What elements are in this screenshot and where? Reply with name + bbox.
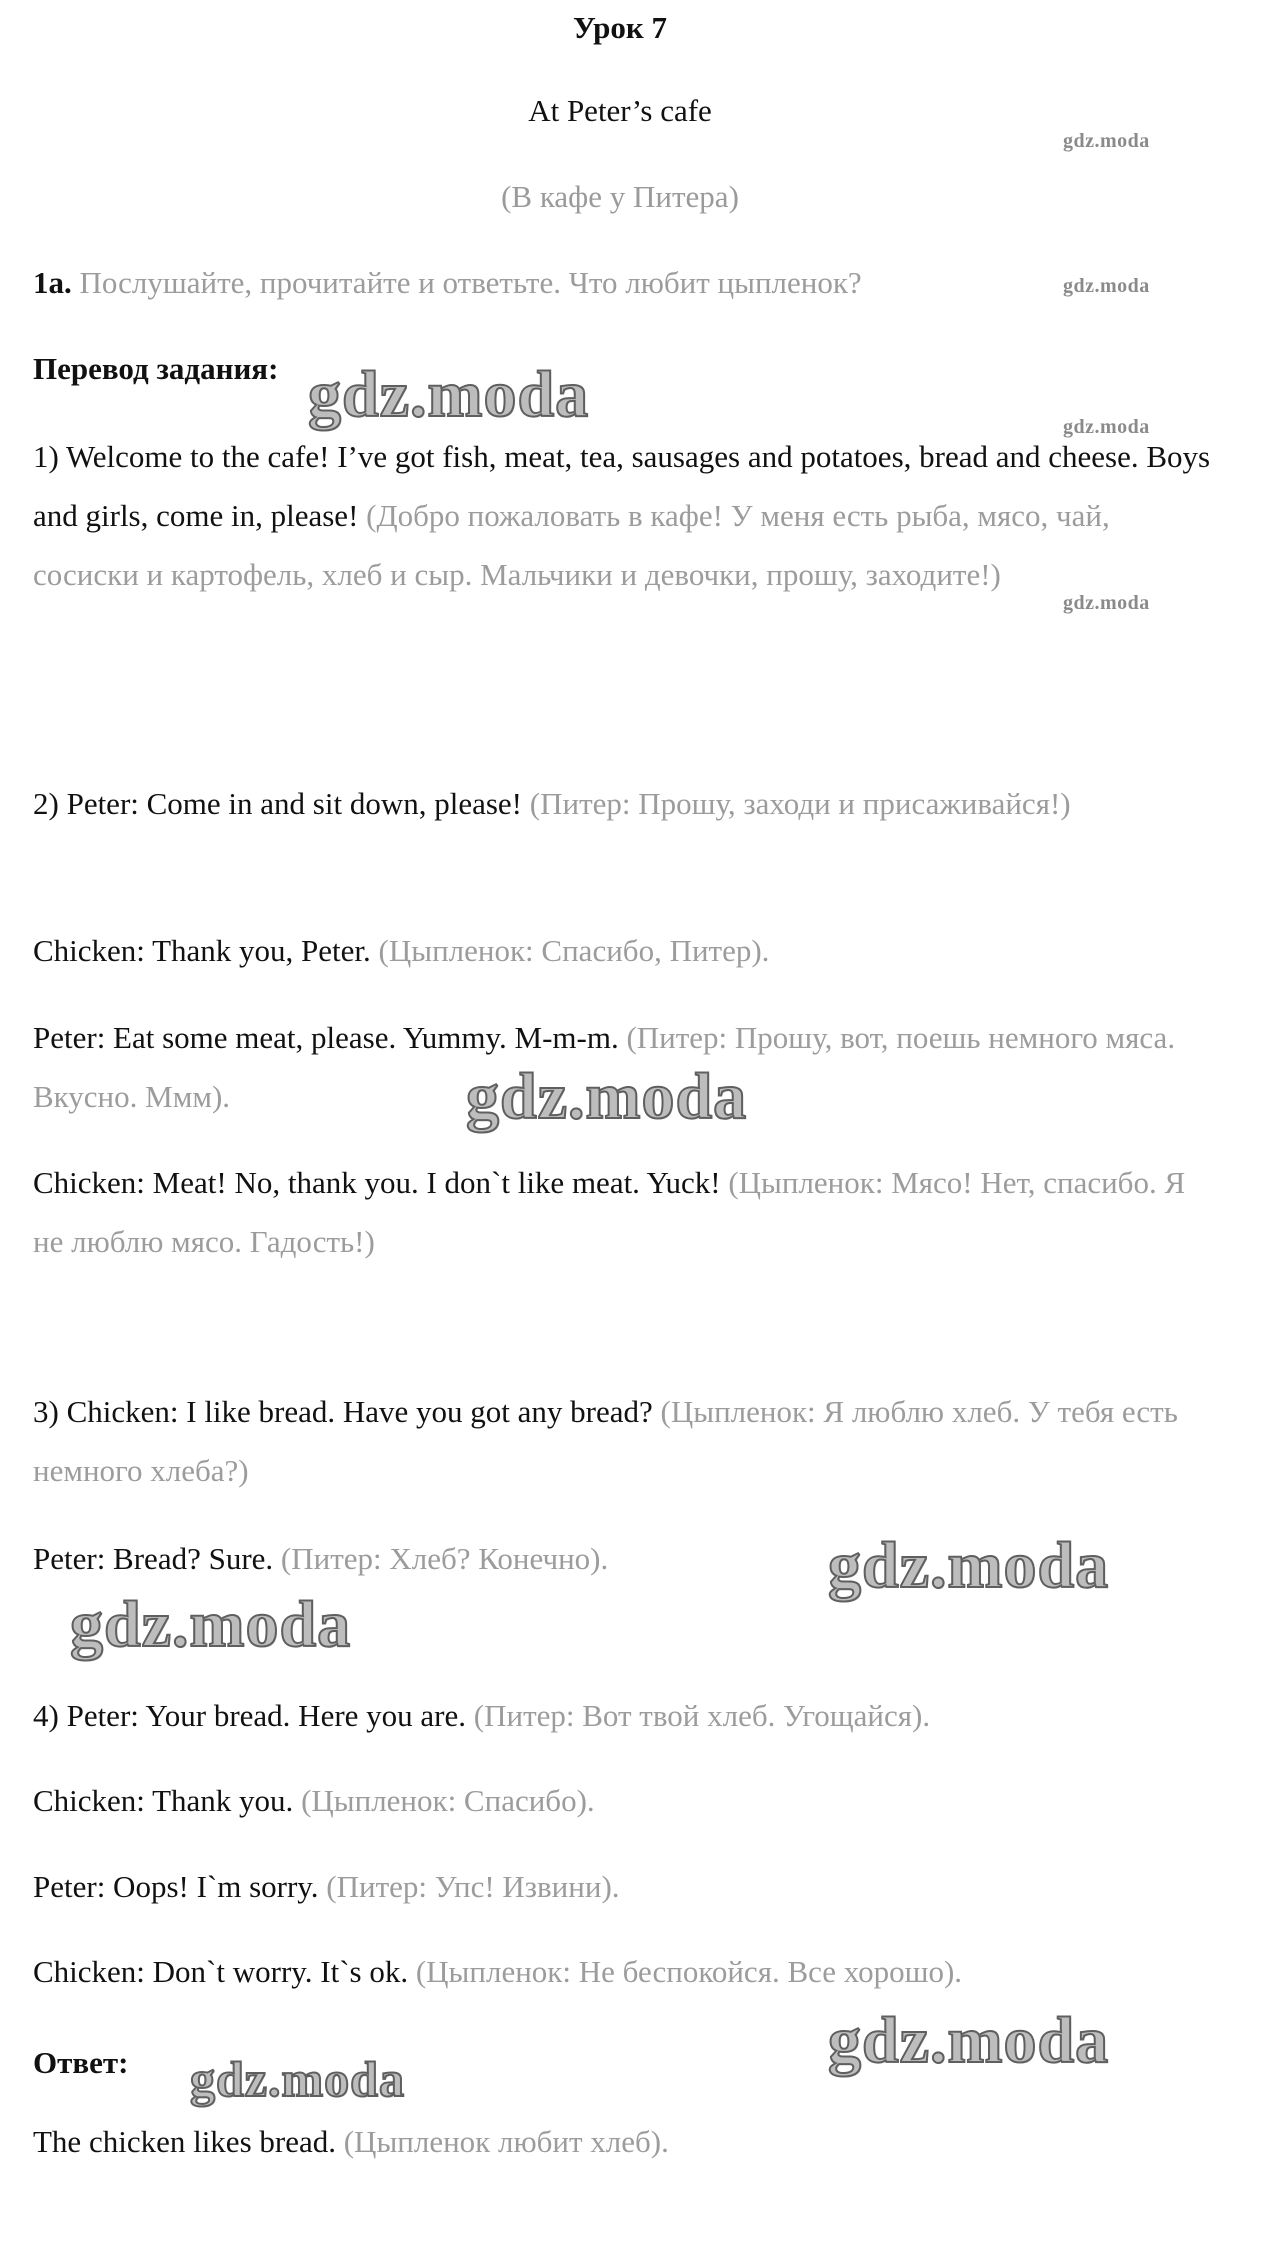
dialogue-ru: (Питер: Упс! Извини).: [326, 1869, 620, 1904]
watermark-small: gdz.moda: [1063, 130, 1150, 152]
topic-title: At Peter’s cafe: [528, 93, 712, 128]
task-number: 1a.: [33, 265, 72, 300]
task-text: Послушайте, прочитайте и ответьте. Что любит цыпленок?: [79, 265, 862, 300]
dialogue-ru: (Питер: Прошу, вот, поешь немного мяса. Вкусно. Ммм).: [33, 1020, 1176, 1114]
dialogue-line-9: [33, 1771, 1213, 1830]
dialogue-en: Peter: Oops! I`m sorry.: [33, 1869, 319, 1904]
task-line: [33, 265, 862, 301]
dialogue-line-1: [33, 427, 1213, 604]
dialogue-line-8: [33, 1686, 1213, 1745]
dialogue-ru: (Цыпленок: Мясо! Нет, спасибо. Я не люблю мясо. Гадость!): [33, 1165, 1186, 1259]
watermark-large: gdz.moda: [190, 2051, 405, 2107]
dialogue-en: 4) Peter: Your bread. Here you are.: [33, 1698, 467, 1733]
dialogue-en: Chicken: Thank you.: [33, 1783, 294, 1818]
dialogue-ru: (Питер: Прошу, заходи и присаживайся!): [529, 786, 1071, 821]
dialogue-line-6: [33, 1382, 1213, 1500]
watermark-small: gdz.moda: [1063, 275, 1150, 297]
watermark-large: gdz.moda: [828, 2004, 1110, 2077]
watermark-large: gdz.moda: [70, 1588, 352, 1661]
dialogue-line-3: [33, 921, 1213, 980]
dialogue-en: Chicken: Don`t worry. It`s ok.: [33, 1954, 409, 1989]
dialogue-line-2: [33, 774, 1213, 833]
lesson-title: Урок 7: [572, 10, 668, 45]
dialogue-en: Chicken: Meat! No, thank you. I don`t like meat. Yuck!: [33, 1165, 721, 1200]
watermark-small: gdz.moda: [1063, 416, 1150, 438]
translation-heading: Перевод задания:: [33, 351, 279, 386]
dialogue-ru: (Питер: Вот твой хлеб. Угощайся).: [473, 1698, 931, 1733]
dialogue-line-11: [33, 1942, 1213, 2001]
dialogue-en: 3) Chicken: I like bread. Have you got any bread?: [33, 1394, 653, 1429]
dialogue-line-5: [33, 1153, 1213, 1271]
dialogue-ru: (Цыпленок: Спасибо).: [301, 1783, 595, 1818]
dialogue-en: Peter: Eat some meat, please. Yummy. M-m-m.: [33, 1020, 619, 1055]
dialogue-ru: (Питер: Хлеб? Конечно).: [280, 1541, 609, 1576]
answer-ru: (Цыпленок любит хлеб).: [343, 2124, 669, 2159]
answer-heading: Ответ:: [33, 2045, 129, 2080]
topic-translation: (В кафе у Питера): [501, 179, 739, 214]
dialogue-ru: (Цыпленок: Не беспокойся. Все хорошо).: [415, 1954, 963, 1989]
dialogue-line-10: [33, 1857, 1213, 1916]
dialogue-ru: (Цыпленок: Спасибо, Питер).: [378, 933, 770, 968]
watermark-small: gdz.moda: [1063, 592, 1150, 614]
dialogue-ru: (Добро пожаловать в кафе! У меня есть рыба, мясо, чай, сосиски и картофель, хлеб и сыр. Мальчики и девочки, прошу, заходите!): [33, 498, 1110, 592]
dialogue-en: 2) Peter: Come in and sit down, please!: [33, 786, 523, 821]
dialogue-ru: (Цыпленок: Я люблю хлеб. У тебя есть немного хлеба?): [33, 1394, 1178, 1488]
watermark-large: gdz.moda: [308, 358, 590, 431]
answer-en: The chicken likes bread.: [33, 2124, 336, 2159]
watermark-large: gdz.moda: [828, 1529, 1110, 1602]
dialogue-en: Chicken: Thank you, Peter.: [33, 933, 371, 968]
dialogue-en: Peter: Bread? Sure.: [33, 1541, 274, 1576]
answer-line: [33, 2112, 1213, 2171]
dialogue-en: 1) Welcome to the cafe! I’ve got fish, meat, tea, sausages and potatoes, bread and cheese. Boys and girls, come in, please!: [33, 439, 1211, 533]
watermark-large: gdz.moda: [466, 1060, 748, 1133]
